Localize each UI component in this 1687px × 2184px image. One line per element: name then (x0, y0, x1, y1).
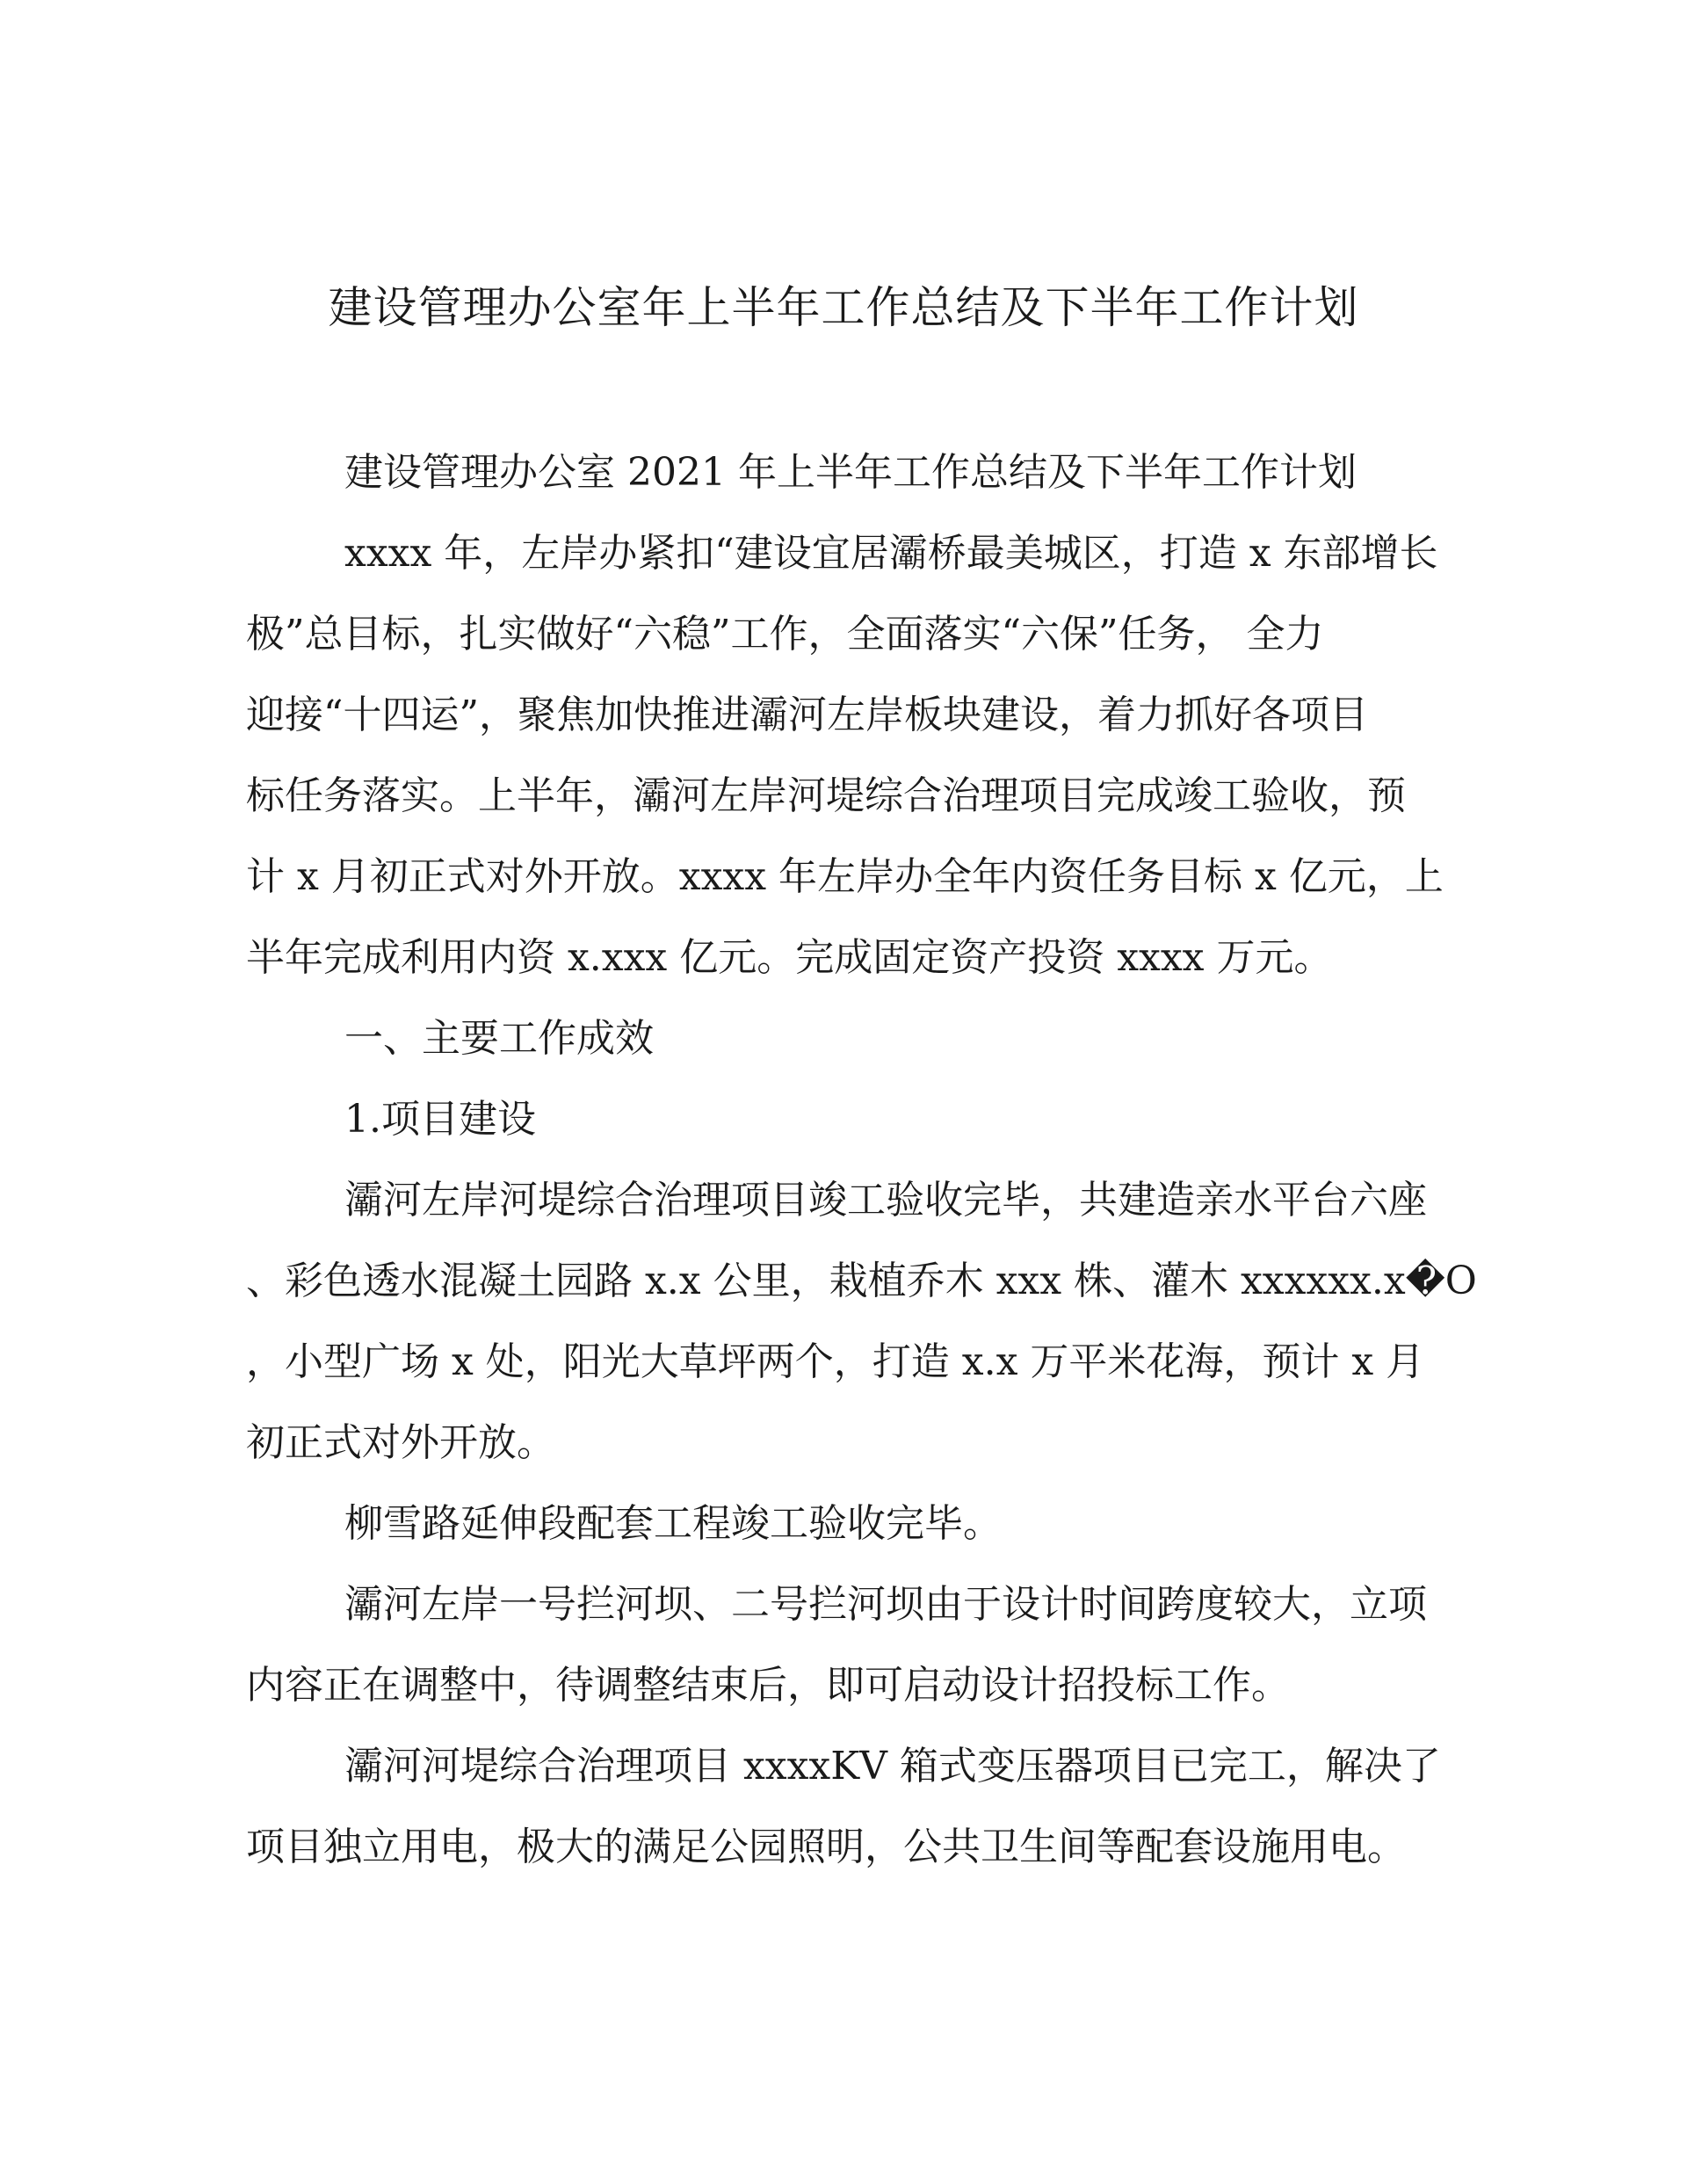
body-line: ，小型广场 x 处，阳光大草坪两个，打造 x.x 万平米花海，预计 x 月 (246, 1339, 1425, 1384)
body-line: 灞河河堤综合治理项目 xxxxKV 箱式变压器项目已完工，解决了 (344, 1744, 1441, 1789)
body-line: 内容正在调整中，待调整结束后，即可启动设计招投标工作。 (246, 1663, 1290, 1708)
document-body (246, 432, 1477, 1888)
body-line: 建设管理办公室 2021 年上半年工作总结及下半年工作计划 (344, 450, 1357, 495)
body-line: 极”总目标，扎实做好“六稳”工作，全面落实“六保”任务， 全力 (246, 612, 1324, 657)
document-title: 建设管理办公室年上半年工作总结及下半年工作计划 (328, 282, 1359, 333)
body-line: 项目独立用电，极大的满足公园照明，公共卫生间等配套设施用电。 (246, 1825, 1406, 1869)
body-line: 灞河左岸河堤综合治理项目竣工验收完毕，共建造亲水平台六座 (344, 1178, 1427, 1223)
body-line: 、彩色透水混凝土园路 x.x 公里，栽植乔木 xxx 株、灌木 xxxxxx.x�O (246, 1259, 1477, 1303)
body-line: 灞河左岸一号拦河坝、二号拦河坝由于设计时间跨度较大，立项 (344, 1582, 1427, 1627)
subsection-heading: 1.项目建设 (344, 1097, 536, 1142)
body-line: 半年完成利用内资 x.xxx 亿元。完成固定资产投资 xxxx 万元。 (246, 935, 1333, 980)
body-line: 柳雪路延伸段配套工程竣工验收完毕。 (344, 1501, 1002, 1546)
body-line: 计 x 月初正式对外开放。xxxx 年左岸办全年内资任务目标 x 亿元，上 (246, 854, 1444, 899)
body-line: 迎接“十四运”，聚焦加快推进灞河左岸板块建设，着力抓好各项目 (246, 693, 1368, 737)
body-line: 标任务落实。上半年，灞河左岸河堤综合治理项目完成竣工验收，预 (246, 773, 1406, 818)
body-line: xxxx 年，左岸办紧扣“建设宜居灞桥最美城区，打造 x 东部增长 (344, 531, 1438, 576)
section-heading: 一、主要工作成效 (344, 1016, 654, 1061)
body-line: 初正式对外开放。 (246, 1420, 555, 1465)
